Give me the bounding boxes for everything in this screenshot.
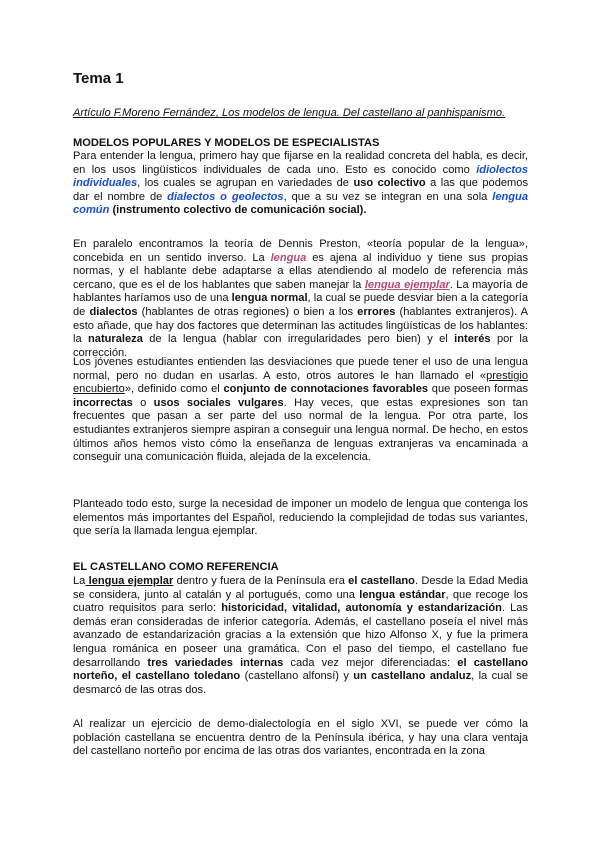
text-run: por la corrección. [73,333,528,359]
term-prestigio-encubierto: prestigio encubierto [73,369,528,396]
text-run: . Hay veces, que estas expresiones son tan frecuentes que pasan a ser parte del uso normal de la lengua. Por otra parte, los estudiantes extranjeros siempre aspiran a conseguir una lengua normal. De hecho, en estos últimos años hemos visto cómo la enseñanza de lenguas extranjeras va encaminada a conseguir una comunicación fluida, alejada de la excelencia. [73,396,528,464]
paragraph-idiolectos [73,150,528,218]
term-lengua-comun: lengua común [73,190,528,217]
term-tres-variedades: tres variedades internas [147,656,284,669]
paragraph-lengua-ejemplar [73,575,528,697]
text-run: La [73,575,86,587]
text-run: (castellano alfonsí) y [240,670,354,683]
term-el-castellano: el castellano [348,575,415,587]
term-incorrectas: incorrectas [73,396,133,409]
paragraph-demo-dialectologia: Al realizar un ejercicio de demo-dialectología en el siglo XVI, se puede ver cómo la población castellana se encuentra dentro de la Península ibérica, y hay una clara ventaja del castellano norteño por encima de las otras dos variantes, encontrada en la zona [73,718,528,758]
text-run: , que recoge los cuatro requisitos para serlo: [73,588,528,615]
text-run: , los cuales se agrupan en variedades de [137,177,354,190]
document-body [73,70,529,758]
text-run: . Desde la Edad Media se considera, junto al catalán y al portugués, como una [73,575,528,601]
text-run: a las que podemos dar el nombre de [73,177,528,203]
term-dialectos: dialectos o geolectos [167,190,284,203]
text-run: Para entender la lengua, primero hay que fijarse en la realidad concreta del habla, es decir, en los usos lingüísticos individuales de cada uno. Esto es conocido como [73,150,528,176]
term-connotaciones: conjunto de connotaciones favorables [223,383,429,396]
text-run: es ajena al individuo y tiene sus propias normas, y el hablante debe adaptarse a ellas atendiendo al modelo de referencia más cercano, que es el de los hablantes que saben manejar la [73,251,528,291]
text-run: dentro y fuera de la Península era [173,575,349,587]
text-run: , la cual se desmarcó de las otras dos. [73,670,529,696]
term-andaluz: un castellano andaluz [353,670,472,683]
term-usos-vulgares: usos sociales vulgares [153,396,284,409]
term-instrumento: (instrumento colectivo de comunicación social). [109,204,367,217]
section-heading-modelos: MODELOS POPULARES Y MODELOS DE ESPECIALISTAS [73,137,380,149]
text-run: (hablantes extranjeros). A esto añade, que hay dos factores que determinan las actitudes lingüísticas de los hablantes: la [73,305,529,346]
term-lengua-ejemplar-2: lengua ejemplar [85,575,174,587]
text-run: (hablantes de otras regiones) o bien a los [137,305,358,318]
text-run: , que a su vez se integran en una sola [283,190,493,203]
text-run: o [132,396,154,409]
term-uso-colectivo: uso colectivo [353,177,426,190]
text-run: que poseen formas [428,383,528,396]
term-lengua-estandar: lengua estándar [359,588,446,601]
term-lengua-ejemplar: lengua ejemplar [364,278,450,291]
term-requisitos: historicidad, vitalidad, autonomía y estandarización [221,602,502,615]
term-interes: interés [454,333,491,346]
term-norteno-toledano: el castellano norteño, el castellano toledano [73,656,528,683]
text-run: cada vez mejor diferenciadas: [283,656,458,669]
text-run: », definido como el [124,383,224,396]
term-lengua: lengua [270,251,307,264]
text-run: En paralelo encontramos la teoría de Dennis Preston, «teoría popular de la lengua», concebida en un sentido inverso. La [73,238,528,264]
text-run: de la lengua (hablar con irregularidades pero bien) y el [142,333,455,346]
text-run: . Las demás eran consideradas de inferior categoría. Además, el castellano poseía el nivel más avanzado de estandarización gracias a la extensión que hizo Alfonso X, y fue la primera lengua románica en poseer una gramática. Con el paso del tiempo, el castellano fue desarrollando [73,602,528,669]
term-lengua-normal: lengua normal [231,292,308,305]
source-reference: Artículo F.Moreno Fernández, Los modelos de lengua. Del castellano al panhispanismo. [73,107,506,119]
term-idiolectos: idiolectos individuales [73,163,528,190]
text-run: , la cual se puede desviar bien a la categoría de [73,292,528,318]
term-naturaleza: naturaleza [88,333,143,346]
page-title: Tema 1 [73,70,124,87]
paragraph-planteado: Planteado todo esto, surge la necesidad de imponer un modelo de lengua que contenga los elementos más importantes del Español, reduciendo la complejidad de todas sus variantes, que sería la llamada lengua ejemplar. [73,498,528,538]
text-run: Los jóvenes estudiantes entienden las desviaciones que puede tener el uso de una lengua normal, pero no dudan en usarlas. A esto, otros autores le han llamado el « [73,356,528,382]
section-heading-castellano: EL CASTELLANO COMO REFERENCIA [73,561,279,573]
paragraph-jovenes [73,356,528,465]
term-errores: errores [357,305,396,318]
term-dialectos-bold: dialectos [89,305,138,318]
text-run: . La mayoría de hablantes haríamos uso de una [73,278,528,305]
paragraph-preston [73,238,528,360]
